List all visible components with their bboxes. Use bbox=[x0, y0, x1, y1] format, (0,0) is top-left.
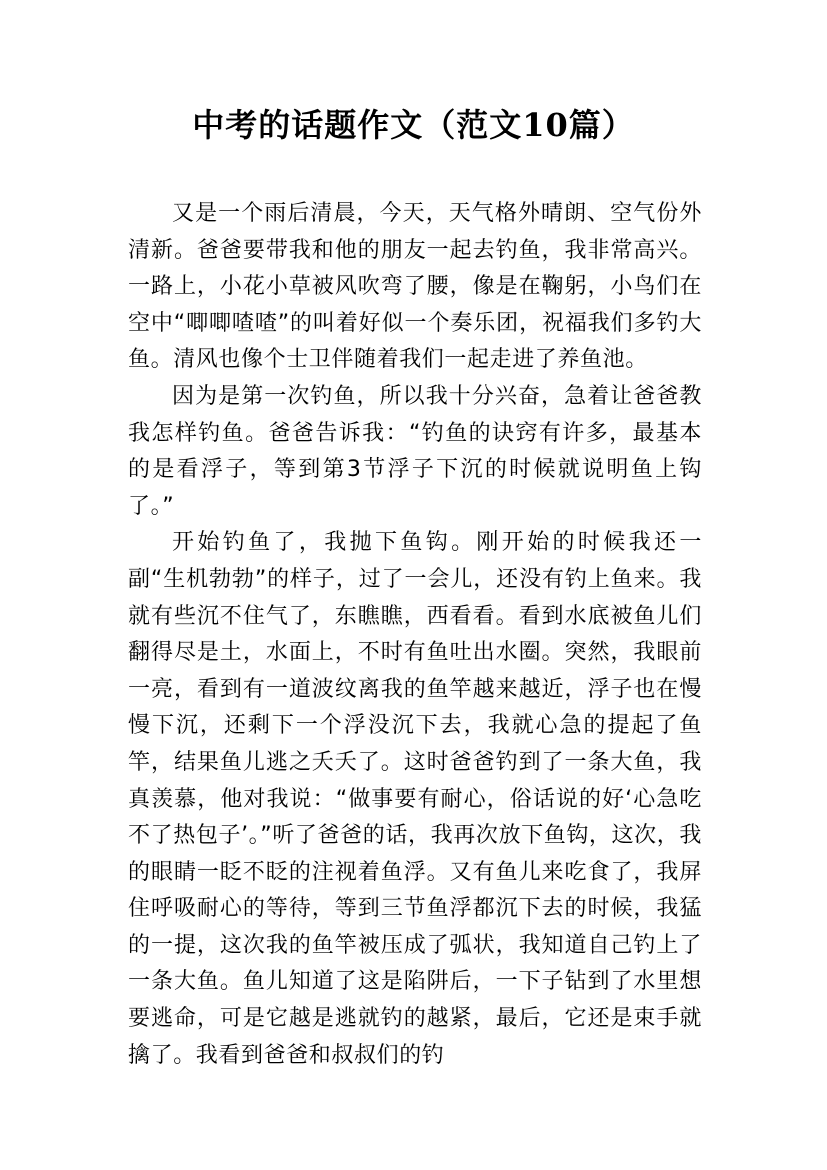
document-body bbox=[128, 196, 702, 1074]
paragraph-2: 因为是第一次钓鱼，所以我十分兴奋，急着让爸爸教我怎样钓鱼。爸爸告诉我：“钓鱼的诀窍有许多，最基本的是看浮子，等到第3节浮子下沉的时候就说明鱼上钩了。” bbox=[128, 383, 702, 519]
document-title: 中考的话题作文（范文10篇） bbox=[192, 106, 635, 144]
paragraph-1: 又是一个雨后清晨，今天，天气格外晴朗、空气份外清新。爸爸要带我和他的朋友一起去钓鱼，我非常高兴。一路上，小花小草被风吹弯了腰，像是在鞠躬，小鸟们在空中“唧唧喳喳”的叫着好似一个奏乐团，祝福我们多钓大鱼。清风也像个士卫伴随着我们一起走进了养鱼池。 bbox=[128, 201, 702, 373]
paragraph-3: 开始钓鱼了，我抛下鱼钩。刚开始的时候我还一副“生机勃勃”的样子，过了一会儿，还没有钓上鱼来。我就有些沉不住气了，东瞧瞧，西看看。看到水底被鱼儿们翻得尽是土，水面上，不时有鱼吐出水圈。突然，我眼前一亮，看到有一道波纹离我的鱼竿越来越近，浮子也在慢慢下沉，还剩下一个浮没沉下去，我就心急的提起了鱼竿，结果鱼儿逃之夭夭了。这时爸爸钓到了一条大鱼，我真羡慕，他对我说：“做事要有耐心，俗话说的好‘心急吃不了热包子’。”听了爸爸的话，我再次放下鱼钩，这次，我的眼睛一眨不眨的注视着鱼浮。又有鱼儿来吃食了，我屏住呼吸耐心的等待，等到三节鱼浮都沉下去的时候，我猛的一提，这次我的鱼竿被压成了弧状，我知道自己钓上了一条大鱼。鱼儿知道了这是陷阱后，一下子钻到了水里想要逃命，可是它越是逃就钓的越紧，最后，它还是束手就擒了。我看到爸爸和叔叔们的钓 bbox=[128, 530, 702, 1068]
